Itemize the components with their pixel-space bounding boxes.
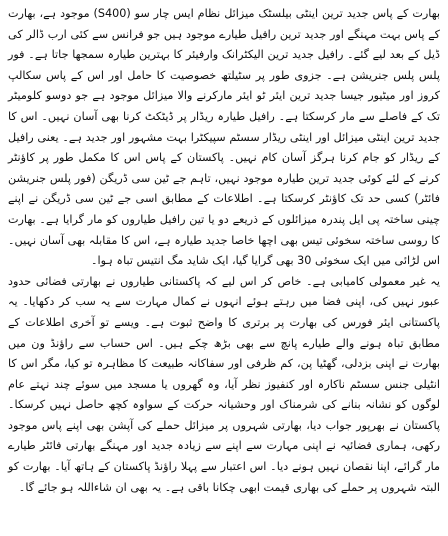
article-paragraph-2: یہ غیر معمولی کامیابی ہے۔ خاص کر اس لیے کہ پاکستانی طیاروں نے بھارتی فضائی حدود عبور نہیں کی، اپنی فضا میں رہتے ہوئے انہوں نے کمال مہارت سے یہ سب کر دکھایا۔ یہ پاکستانی ایئر فورس کی بھارت پر برتری کا واضح ثبوت ہے۔ ویسے تو آخری اطلاعات کے مطابق تباہ ہونے والے طیارے پانچ سے بھی بڑھ چکے ہیں۔ اس حساب سے راؤنڈ ون میں بھارت نے اپنی بزدلی، گھٹیا پن، کم ظرفی اور سفاکانہ طبیعت کا مظاہرہ تو کیا، مگر اس کا انٹیلی جنس سسٹم ناکارہ اور کنفیوز نظر آیا، وہ گھروں یا مسجد میں سوئے چند نہتے عام لوگوں کو نشانہ بنانے کی شرمناک اور وحشیانہ حرکت کے سواوہ کچھ حاصل نہیں کرسکا۔ پاکستان نے بھرپور جواب دیا، بھارتی شہروں پر میزائل حملے کی آپشن بھی اپنے پاس موجود رکھی، ہماری فضائیہ نے اپنی مہارت سے اپنے سے زیادہ جدید اور مہنگے بھارتی فائٹر طیارے مار گرائے، اپنا نقصان نہیں ہونے دیا۔ اس اعتبار سے پہلا راؤنڈ پاکستان کے ہاتھ آیا۔ بھارت کو البتہ شہروں پر حملے کی بھاری قیمت ابھی چکانا باقی ہے۔ یہ بھی ان شاءاللہ ہو جائے گا۔ bbox=[8, 274, 440, 494]
article-paragraph-1: بھارت کے پاس جدید ترین اینٹی بیلسٹک میزائل نظام ایس چار سو (S400) موجود ہے، بھارت کے پاس بہت مہنگے اور جدید ترین رافیل طیارے موجود ہیں جو فرانس سے کئی ارب ڈالر کی ڈیل کے بعد لیے گئے۔ رافیل جدید ترین الیکٹرانک وارفیئر کا بہترین طیارہ سمجھا جاتا ہے۔ فور پلس پلس جنریشن ہے۔ جزوی طور پر سٹیلتھ خصوصیت کا حامل اور اس کے پاس سکالپ کروز اور میٹیور جیسا جدید ترین ایئر ٹو ایئر مارکرنے والا میزائل موجود ہے جو دوسو کلومیٹر تک کے فاصلے سے مار کرسکتا ہے۔ رافیل طیارہ ریڈار پر ڈیٹکٹ کرنا بھی آسان نہیں۔ اس کا جدید ترین اینٹی میزائل اور اینٹی ریڈار سسٹم سپیکٹرا بہت مشہور اور جدید ہے۔ یعنی رافیل کے ریڈار کو جام کرنا ہرگز آسان کام نہیں۔ پاکستان کے پاس اس کا مکمل طور پر کاؤنٹر کرنے کے لئے کوئی جدید ترین طیارہ موجود نہیں، تاہم جے ٹین سی ڈریگن (فور پلس جنریشن فائٹر) کسی حد تک کاؤنٹر کرسکتا ہے۔ اطلاعات کے مطابق اسی جے ٹین سی ڈریگن نے اپنے چینی ساختہ پی ایل پندرہ میزائلوں کے ذریعے دو یا تین رافیل طیاروں کو مار گرایا ہے۔ بھارت کا روسی ساختہ سخوئی تیس بھی اچھا خاصا جدید طیارہ ہے، اس کا مقابلہ بھی آسان نہیں۔ اس لڑائی میں ایک سخوئی 30 بھی گرایا گیا، ایک شاید مگ انتیس تباہ ہوا۔ bbox=[8, 7, 440, 268]
